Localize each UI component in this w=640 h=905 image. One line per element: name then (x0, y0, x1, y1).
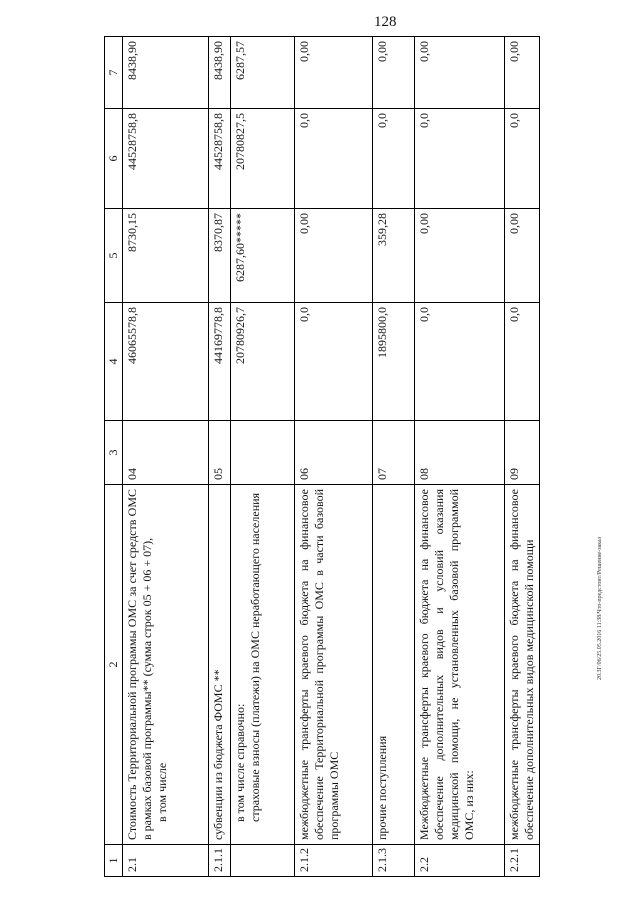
cell-c6: 0,0 (295, 109, 373, 209)
row-name (123, 485, 209, 845)
row-code: 08 (415, 421, 505, 485)
cell-c5: 0,00 (505, 209, 540, 303)
row-code (231, 421, 295, 485)
row-code: 06 (295, 421, 373, 485)
financing-table (104, 36, 540, 877)
cell-c6: 20780827,5 (231, 109, 295, 209)
table-row (209, 37, 231, 877)
cell-c4: 46065578,8 (123, 303, 209, 421)
cell-c7: 0,00 (373, 37, 415, 109)
row-id: 2.1.2 (295, 845, 373, 877)
row-name (231, 485, 295, 845)
page-number: 128 (374, 14, 397, 30)
row-id: 2.2.1 (505, 845, 540, 877)
header-row (105, 37, 123, 877)
cell-c5: 359,28 (373, 209, 415, 303)
row-code: 07 (373, 421, 415, 485)
cell-c4: 0,0 (295, 303, 373, 421)
cell-c6: 0,0 (415, 109, 505, 209)
table-row (123, 37, 209, 877)
col-header: 7 (105, 37, 123, 109)
col-header: 3 (105, 421, 123, 485)
row-name: субвенции из бюджета ФОМС ** (209, 485, 231, 845)
cell-c6: 0,0 (373, 109, 415, 209)
col-header: 5 (105, 209, 123, 303)
col-header: 2 (105, 485, 123, 845)
row-id: 2.2 (415, 845, 505, 877)
cell-c7: 0,00 (415, 37, 505, 109)
cell-c7: 8438,90 (123, 37, 209, 109)
cell-c6: 44528758,8 (123, 109, 209, 209)
row-code: 09 (505, 421, 540, 485)
row-name-text: в том числе справочно: (233, 703, 247, 822)
cell-c7: 6287,57 (231, 37, 295, 109)
cell-c4: 0,0 (415, 303, 505, 421)
row-code: 05 (209, 421, 231, 485)
cell-c5: 8730,15 (123, 209, 209, 303)
row-id: 2.1.1 (209, 845, 231, 877)
cell-c5: 8370,87 (209, 209, 231, 303)
cell-c7: 8438,90 (209, 37, 231, 109)
side-note: 20.3Г/06/25.05.2016 11:38/Что-предстоит/Решение-заказ (597, 536, 603, 680)
row-id (231, 845, 295, 877)
table-wrapper (104, 37, 536, 877)
row-id: 2.1.3 (373, 845, 415, 877)
cell-c4: 1895800,0 (373, 303, 415, 421)
cell-c7: 0,00 (505, 37, 540, 109)
table-row (373, 37, 415, 877)
table-row (505, 37, 540, 877)
row-name: прочие поступления (373, 485, 415, 845)
cell-c6: 0,0 (505, 109, 540, 209)
cell-c6: 44528758,8 (209, 109, 231, 209)
table-row (295, 37, 373, 877)
row-name: межбюджетные трансферты краевого бюджета на финансовое обеспечение Территориальной программы ОМС в части базовой программы ОМС (295, 485, 373, 845)
row-name: межбюджетные трансферты краевого бюджета на финансовое обеспечение дополнительных видов медицинской помощи (505, 485, 540, 845)
col-header: 1 (105, 845, 123, 877)
cell-c5: 6287,60***** (231, 209, 295, 303)
row-name-text: Стоимость Территориальной программы ОМС за счет средств ОМС в рамках базовой программы** (сумма строк 05 + 06 + 07), (125, 489, 154, 840)
row-subtext: страховые взносы (платежи) на ОМС неработающего населения (248, 492, 262, 822)
col-header: 4 (105, 303, 123, 421)
cell-c7: 0,00 (295, 37, 373, 109)
row-subtext: в том числе (155, 762, 169, 822)
cell-c4: 44169778,8 (209, 303, 231, 421)
row-code: 04 (123, 421, 209, 485)
row-id: 2.1 (123, 845, 209, 877)
table-row (231, 37, 295, 877)
row-name: Межбюджетные трансферты краевого бюджета на финансовое обеспечение дополнительных видов и условий оказания медицинской помощи, не установленных базовой программой ОМС, из них: (415, 485, 505, 845)
table-row (415, 37, 505, 877)
col-header: 6 (105, 109, 123, 209)
cell-c4: 0,0 (505, 303, 540, 421)
cell-c5: 0,00 (415, 209, 505, 303)
cell-c5: 0,00 (295, 209, 373, 303)
cell-c4: 20780926,7 (231, 303, 295, 421)
